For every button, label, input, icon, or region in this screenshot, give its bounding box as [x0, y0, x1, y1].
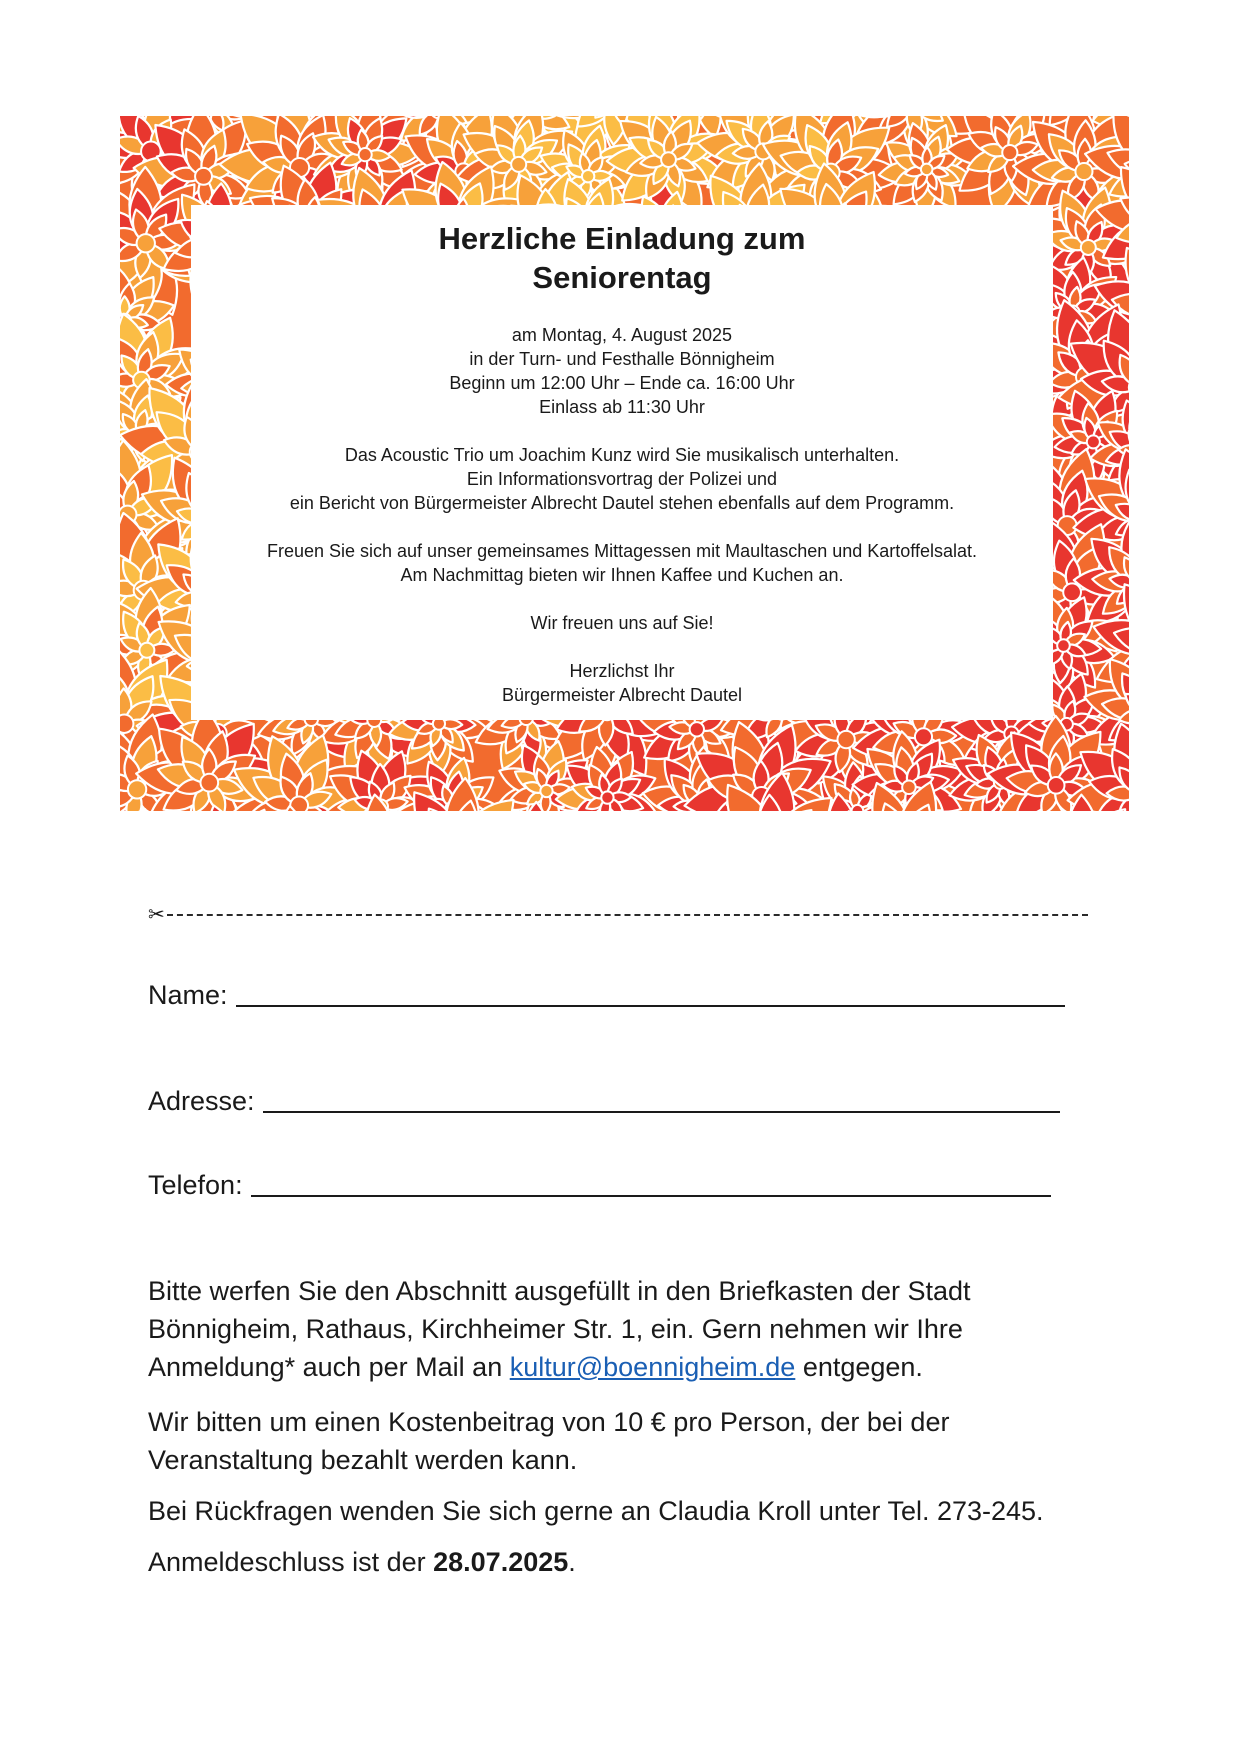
event-admission: Einlass ab 11:30 Uhr	[539, 397, 705, 417]
contact-notice	[148, 1492, 1138, 1530]
title-line-1: Herzliche Einladung zum	[438, 221, 806, 256]
signature-greeting: Herzlichst Ihr	[569, 661, 675, 681]
deadline-line	[148, 1543, 1138, 1581]
program-line-1: Das Acoustic Trio um Joachim Kunz wird Sie musikalisch unterhalten.	[344, 445, 900, 465]
signature-name: Bürgermeister Albrecht Dautel	[501, 685, 743, 705]
closing-text	[191, 611, 1053, 635]
event-time: Beginn um 12:00 Uhr – Ende ca. 16:00 Uhr	[449, 373, 795, 393]
address-field	[148, 1084, 1060, 1118]
return-instructions	[148, 1272, 1138, 1386]
contact-line: Bei Rückfragen wenden Sie sich gerne an Claudia Kroll unter Tel. 273-245.	[148, 1496, 1044, 1526]
title-line-2: Seniorentag	[532, 260, 712, 295]
signature	[191, 659, 1053, 707]
invitation-card	[120, 116, 1129, 811]
fee-line-1: Wir bitten um einen Kostenbeitrag von 10 € pro Person, der bei der	[148, 1407, 950, 1437]
deadline-notice	[148, 1543, 1138, 1581]
food-line-2: Am Nachmittag bieten wir Ihnen Kaffee und Kuchen an.	[400, 565, 844, 585]
instructions-line-1: Bitte werfen Sie den Abschnitt ausgefüllt in den Briefkasten der Stadt	[148, 1276, 971, 1306]
event-program	[191, 443, 1053, 515]
program-line-3: ein Bericht von Bürgermeister Albrecht Dautel stehen ebenfalls auf dem Programm.	[289, 493, 955, 513]
event-location: in der Turn- und Festhalle Bönnigheim	[469, 349, 775, 369]
event-details	[191, 323, 1053, 419]
invitation-title	[191, 219, 1053, 297]
invitation-text-panel	[191, 205, 1053, 720]
instructions-line-2: Bönnigheim, Rathaus, Kirchheimer Str. 1, ein. Gern nehmen wir Ihre	[148, 1314, 963, 1344]
phone-label: Telefon:	[148, 1170, 243, 1200]
instructions-line-3	[148, 1348, 1138, 1386]
instructions-line-3-start: Anmeldung* auch per Mail an	[148, 1352, 510, 1382]
name-write-line	[236, 1005, 1065, 1007]
deadline-text: Anmeldeschluss ist der	[148, 1547, 434, 1577]
food-line-1: Freuen Sie sich auf unser gemeinsames Mittagessen mit Maultaschen und Kartoffelsalat.	[266, 541, 978, 561]
cut-line	[148, 902, 1088, 926]
name-field	[148, 978, 1065, 1012]
name-label: Name:	[148, 980, 228, 1010]
event-date: am Montag, 4. August 2025	[511, 325, 733, 345]
email-link[interactable]: kultur@boennigheim.de	[509, 1352, 796, 1382]
closing-line: Wir freuen uns auf Sie!	[530, 613, 714, 633]
scissors-icon: ✂	[148, 902, 165, 926]
program-line-2: Ein Informationsvortrag der Polizei und	[466, 469, 778, 489]
phone-field	[148, 1168, 1051, 1202]
fee-notice	[148, 1403, 1138, 1479]
phone-write-line	[251, 1195, 1051, 1197]
address-label: Adresse:	[148, 1086, 255, 1116]
deadline-date: 28.07.2025	[433, 1547, 569, 1577]
address-write-line	[263, 1111, 1060, 1113]
deadline-period: .	[568, 1547, 576, 1577]
event-food	[191, 539, 1053, 587]
dashed-separator	[167, 914, 1088, 916]
instructions-line-3-end: entgegen.	[795, 1352, 923, 1382]
fee-line-2: Veranstaltung bezahlt werden kann.	[148, 1445, 578, 1475]
